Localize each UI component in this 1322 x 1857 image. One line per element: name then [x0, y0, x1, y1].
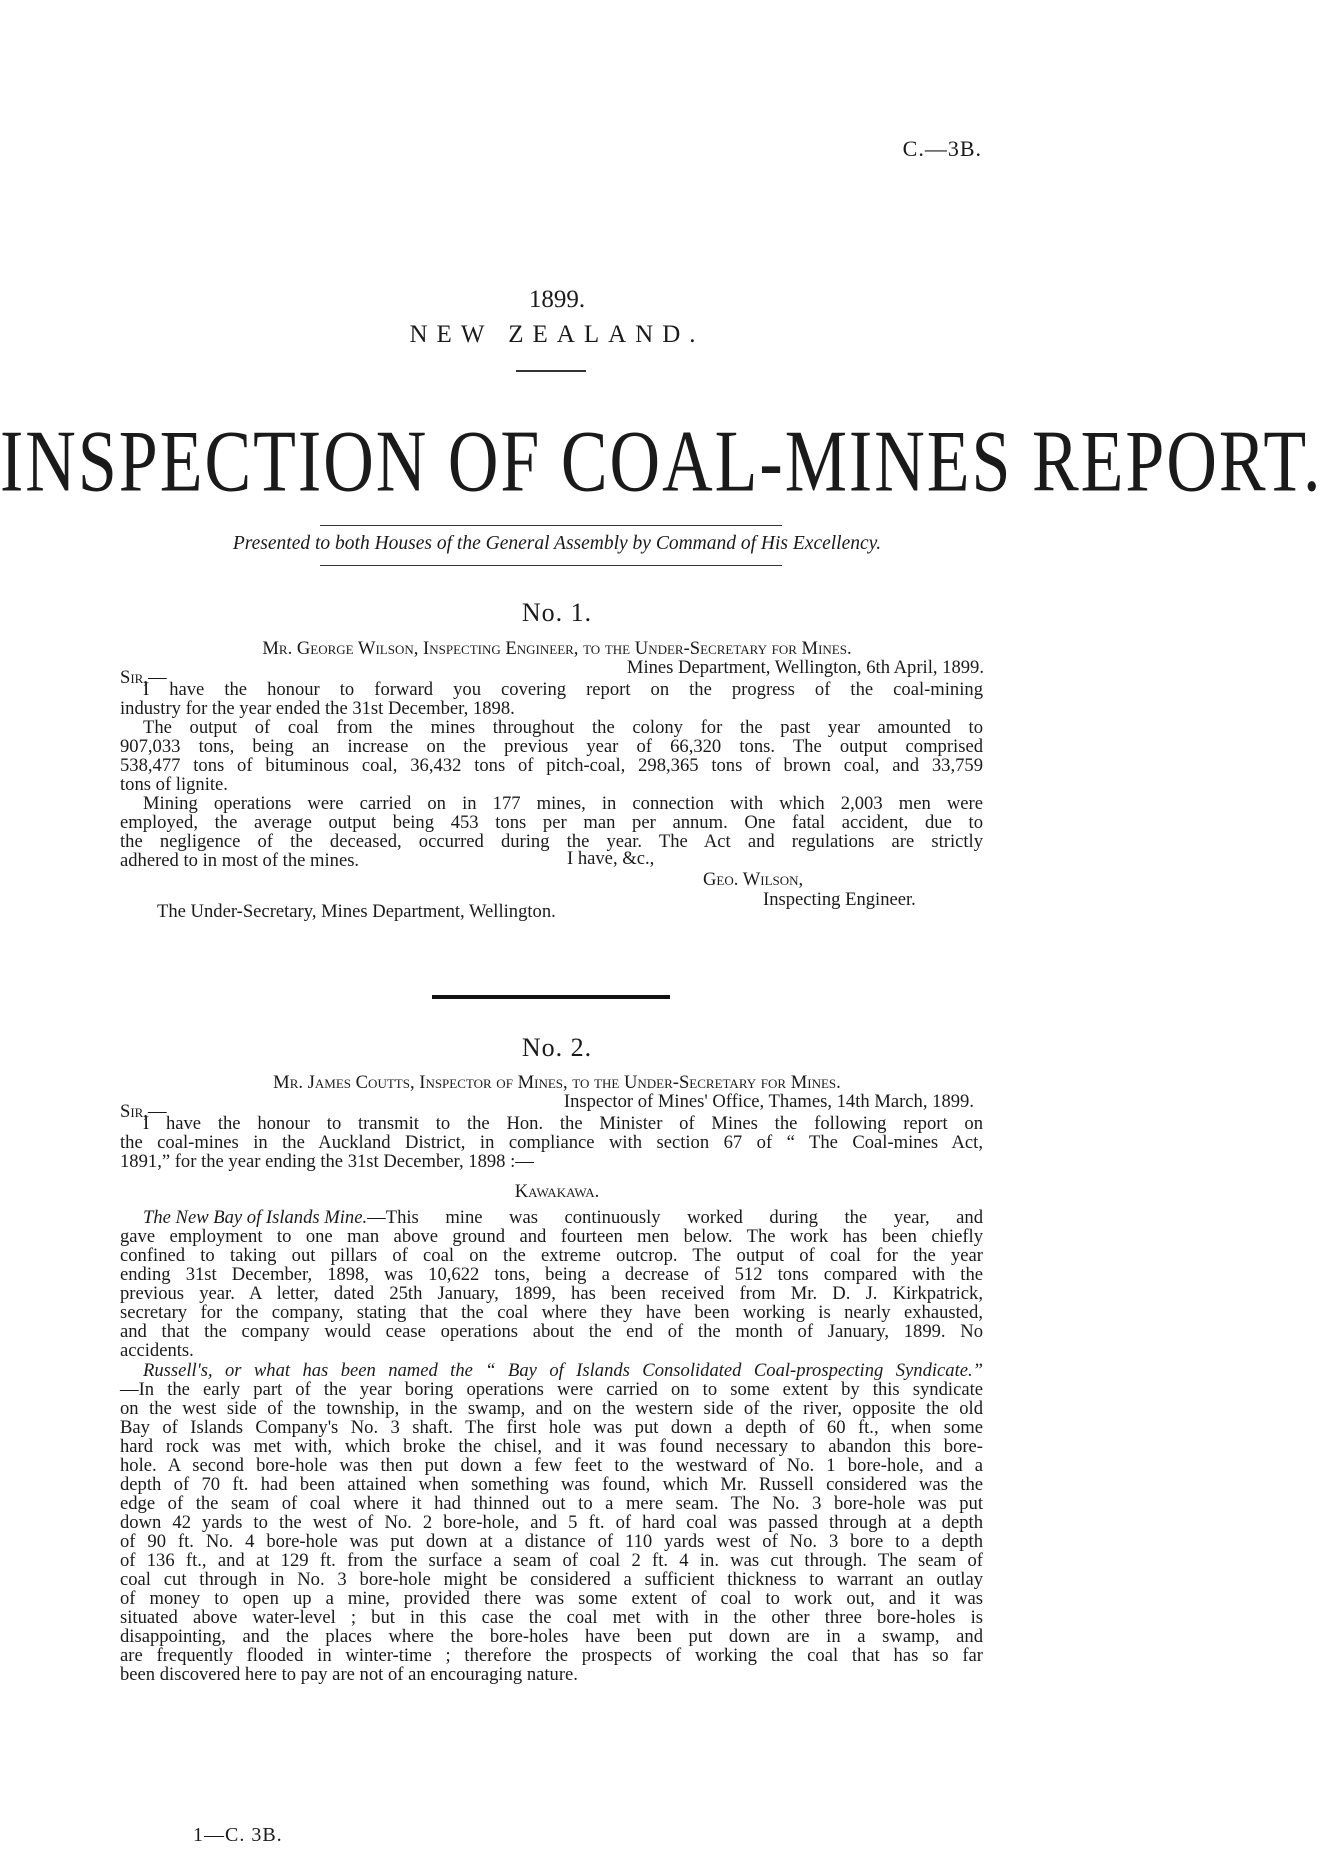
paragraph-line: coal cut through in No. 3 bore-hole might be considered a sufficient thickness to warrant an outlay	[120, 1569, 983, 1590]
paragraph-line: —In the early part of the year boring operations were carried on to some extent by this syndicate	[120, 1379, 983, 1400]
letter-address: Inspector of Mines' Office, Thames, 14th March, 1899.	[563, 1091, 974, 1112]
paragraph-line: confined to taking out pillars of coal on the extreme outcrop. The output of coal for the year	[120, 1245, 983, 1266]
paragraph-line: accidents.	[120, 1340, 194, 1361]
addressee: The Under-Secretary, Mines Department, Wellington.	[157, 901, 556, 922]
section-divider	[432, 995, 670, 999]
paragraph-line: I have the honour to transmit to the Hon. the Minister of Mines the following report on	[143, 1113, 983, 1134]
paragraph-line: hard rock was met with, which broke the chisel, and it was found necessary to abandon this bore-	[120, 1436, 983, 1457]
paragraph-line: gave employment to one man above ground and fourteen men below. The work has been chiefly	[120, 1226, 983, 1247]
country-heading: NEW ZEALAND.	[409, 321, 705, 348]
paragraph-line: I have the honour to forward you covering report on the progress of the coal-mining	[143, 679, 983, 700]
section-number: No. 2.	[521, 1033, 593, 1062]
paragraph-line: —This mine was continuously worked during the year, and	[367, 1207, 983, 1228]
divider	[320, 565, 782, 566]
paragraph-line: and that the company would cease operations about the end of the month of January, 1899. No	[120, 1321, 983, 1342]
paragraph-line: 538,477 tons of bituminous coal, 36,432 tons of pitch-coal, 298,365 tons of brown coal, and 33,759	[120, 755, 983, 776]
paragraph-line: of 136 ft., and at 129 ft. from the surface a seam of coal 2 ft. 4 in. was cut through. The seam of	[120, 1550, 983, 1571]
letter-from-line: Mr. James Coutts, Inspector of Mines, to the Under-Secretary for Mines.	[273, 1072, 841, 1093]
paragraph-line: 1891,” for the year ending the 31st December, 1898 :—	[120, 1151, 534, 1172]
presented-line: Presented to both Houses of the General Assembly by Command of His Excellency.	[232, 533, 882, 554]
salutation: Sir,—	[120, 1101, 167, 1122]
salutation: Sir,—	[120, 667, 167, 688]
paragraph-line: The output of coal from the mines throughout the colony for the past year amounted to	[143, 717, 983, 738]
paragraph-line: adhered to in most of the mines.	[120, 850, 360, 871]
paragraph-line: been discovered here to pay are not of an encouraging nature.	[120, 1664, 578, 1685]
paragraph-line: industry for the year ended the 31st December, 1898.	[120, 698, 515, 719]
page-reference: C.—3B.	[902, 136, 982, 161]
paragraph-line: of money to open up a mine, provided there was some extent of coal to work out, and it was	[120, 1588, 983, 1609]
signature-name: Geo. Wilson,	[703, 869, 804, 890]
paragraph-line: depth of 70 ft. had been attained when something was found, which Mr. Russell considered was the	[120, 1474, 983, 1495]
paragraph-line: secretary for the company, stating that the coal where they have been working is nearly exhausted,	[120, 1302, 983, 1323]
paragraph-line: previous year. A letter, dated 25th January, 1899, has been received from Mr. D. J. Kirkpatrick,	[120, 1283, 983, 1304]
letter-closing: I have, &c.,	[567, 848, 655, 869]
paragraph-line: Mining operations were carried on in 177 mines, in connection with which 2,003 men were	[143, 793, 983, 814]
paragraph-title: Russell's, or what has been named the “ Bay of Islands Consolidated Coal-prospecting Syndicate.”	[143, 1360, 983, 1381]
letter-address: Mines Department, Wellington, 6th April, 1899.	[626, 657, 984, 678]
paragraph-line: the negligence of the deceased, occurred during the year. The Act and regulations are strictly	[120, 831, 983, 852]
paragraph-line: ending 31st December, 1898, was 10,622 tons, being a decrease of 512 tons compared with the	[120, 1264, 983, 1285]
paragraph-line: disappointing, and the places where the bore-holes have been put down are in a swamp, and	[120, 1626, 983, 1647]
paragraph-line: Bay of Islands Company's No. 3 shaft. The first hole was put down a depth of 60 ft., when some	[120, 1417, 983, 1438]
paragraph-line: situated above water-level ; but in this case the coal met with in the other three bore-holes is	[120, 1607, 983, 1628]
divider	[516, 370, 586, 372]
page-title: INSPECTION OF COAL-MINES REPORT.	[0, 414, 1322, 511]
paragraph-line: hole. A second bore-hole was then put down a few feet to the westward of No. 1 bore-hole, and a	[120, 1455, 983, 1476]
footer-page-reference: 1—C. 3B.	[193, 1824, 283, 1846]
paragraph-title: The New Bay of Islands Mine.	[143, 1207, 368, 1228]
paragraph-line: on the west side of the township, in the swamp, and on the western side of the river, opposite the old	[120, 1398, 983, 1419]
paragraph-line: of 90 ft. No. 4 bore-hole was put down at a distance of 110 yards west of No. 3 bore to a depth	[120, 1531, 983, 1552]
report-year: 1899.	[528, 286, 586, 313]
section-number: No. 1.	[521, 598, 593, 627]
letter-from-line: Mr. George Wilson, Inspecting Engineer, to the Under-Secretary for Mines.	[262, 638, 852, 659]
signature-title: Inspecting Engineer.	[763, 889, 916, 910]
paragraph-line: tons of lignite.	[120, 774, 228, 795]
paragraph-line: employed, the average output being 453 tons per man per annum. One fatal accident, due to	[120, 812, 983, 833]
district-heading: Kawakawa.	[514, 1181, 600, 1202]
paragraph-line: 907,033 tons, being an increase on the previous year of 66,320 tons. The output comprised	[120, 736, 983, 757]
paragraph-line: down 42 yards to the west of No. 2 bore-hole, and 5 ft. of hard coal was passed through at a depth	[120, 1512, 983, 1533]
paragraph-line: the coal-mines in the Auckland District, in compliance with section 67 of “ The Coal-mines Act,	[120, 1132, 983, 1153]
divider	[320, 525, 782, 526]
paragraph-line: edge of the seam of coal where it had thinned out to a mere seam. The No. 3 bore-hole was put	[120, 1493, 983, 1514]
paragraph-line: are frequently flooded in winter-time ; therefore the prospects of working the coal that has so far	[120, 1645, 983, 1666]
paragraph-first-line	[143, 1208, 983, 1228]
